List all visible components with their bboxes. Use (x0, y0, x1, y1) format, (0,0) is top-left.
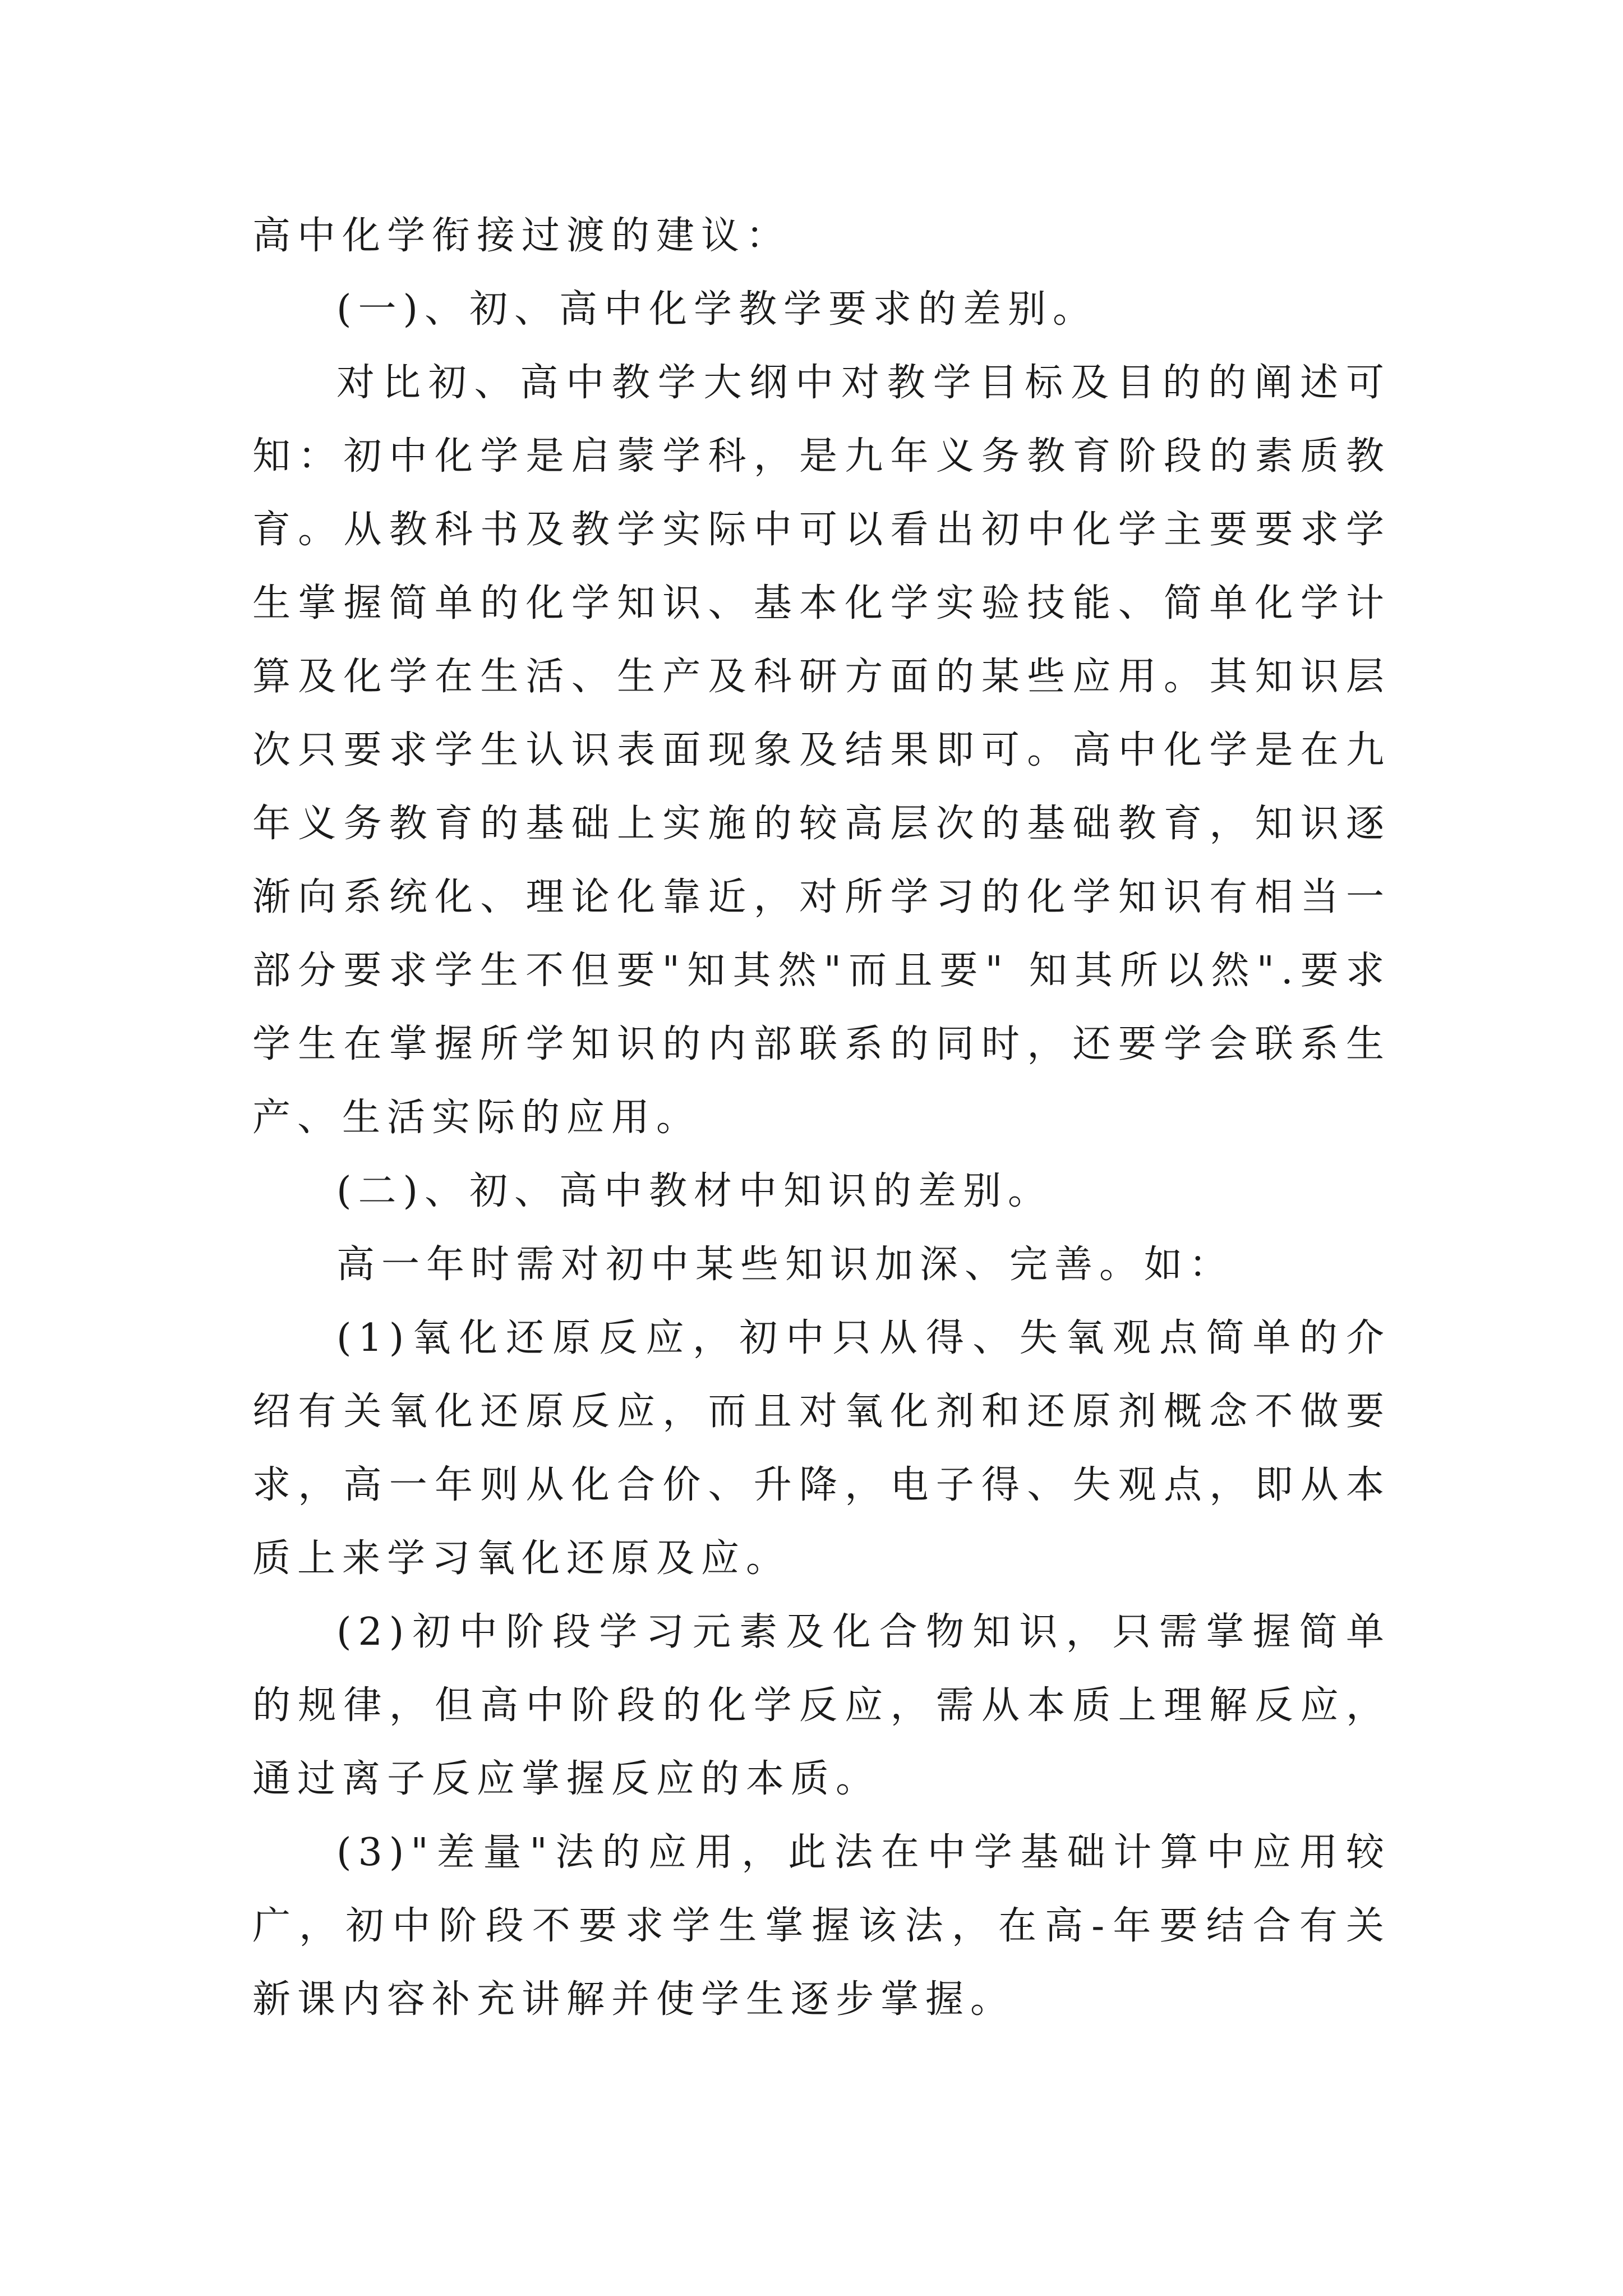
list-item-1: (1)氧化还原反应，初中只从得、失氧观点简单的介绍有关氧化还原反应，而且对氧化剂和还原剂概念不做要求，高一年则从化合价、升降，电子得、失观点，即从本质上来学习氧化还原及应。 (252, 1316, 1391, 1581)
list-item-3: (3)"差量"法的应用，此法在中学基础计算中应用较广，初中阶段不要求学生掌握该法，在高-年要结合有关新课内容补充讲解并使学生逐步掌握。 (252, 1830, 1391, 2022)
list-item-2: (2)初中阶段学习元素及化合物知识，只需掌握简单的规律，但高中阶段的化学反应，需从本质上理解反应，通过离子反应掌握反应的本质。 (252, 1610, 1391, 1801)
section-heading-2: (二)、初、高中教材中知识的差别。 (336, 1169, 1053, 1213)
paragraph-1: 对比初、高中教学大纲中对教学目标及目的的阐述可知：初中化学是启蒙学科，是九年义务教育阶段的素质教育。从教科书及教学实际中可以看出初中化学主要要求学生掌握简单的化学知识、基本化学实验技能、简单化学计算及化学在生活、生产及科研方面的某些应用。其知识层次只要求学生认识表面现象及结果即可。高中化学是在九年义务教育的基础上实施的较高层次的基础教育，知识逐渐向系统化、理论化靠近，对所学习的化学知识有相当一部分要求学生不但要"知其然"而且要" 知其所以然".要求学生在掌握所学知识的内部联系的同时，还要学会联系生产、生活实际的应用。 (252, 361, 1391, 1140)
paragraph-2: 高一年时需对初中某些知识加深、完善。如： (336, 1243, 1234, 1287)
section-heading-1: (一)、初、高中化学教学要求的差别。 (336, 287, 1098, 332)
document-page (252, 199, 1391, 2036)
paragraph-heading: 高中化学衔接过渡的建议： (252, 214, 791, 258)
